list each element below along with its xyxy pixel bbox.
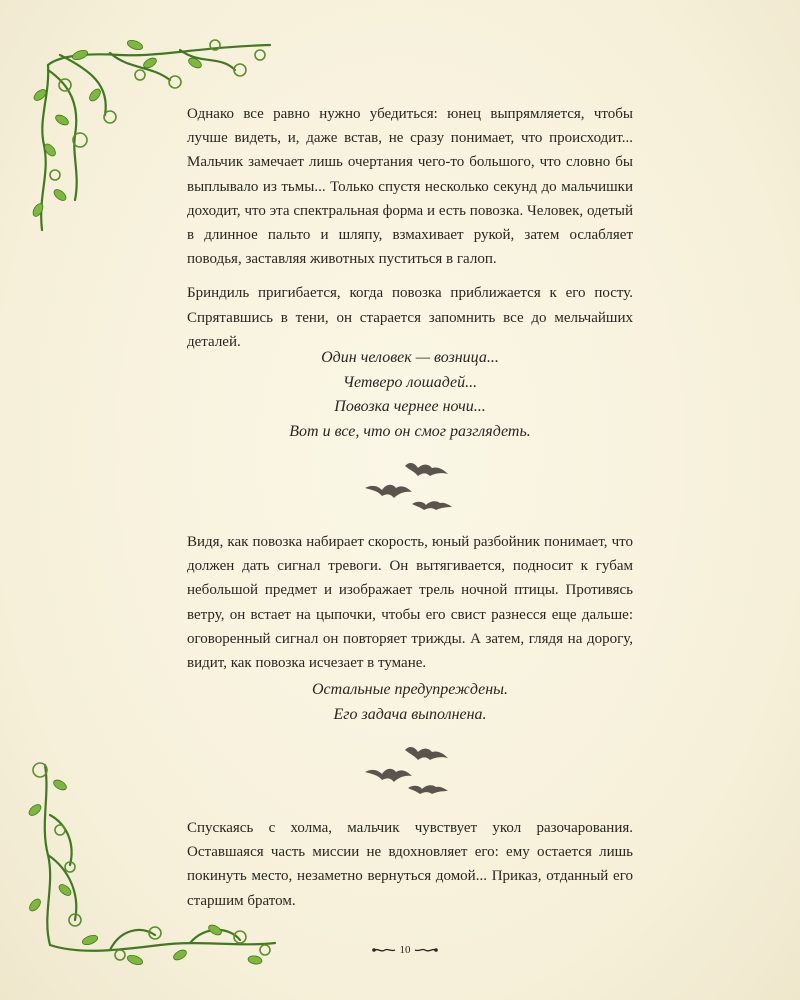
paragraph: Видя, как повозка набирает скорость, юный разбойник понимает, что должен дать сигнал тревоги. Он вытягивается, подносит к губам небольшой предмет и изображает трель ночной птицы. Противясь ветру, он встает на цыпочки, чтобы его свист разнесся еще дальше: оговоренный сигнал он повторяет трижды. А затем, глядя на дорогу, видит, как повозка исчезает в тумане.	[187, 534, 633, 672]
text-block-middle	[187, 530, 633, 685]
paragraph: Бриндиль пригибается, когда повозка приближается к его посту. Спрятавшись в тени, он старается запомнить все до мельчайших деталей.	[187, 285, 633, 350]
page-number	[360, 944, 450, 964]
verse-line: Вот и все, что он смог разглядеть.	[289, 422, 531, 440]
verse-line: Повозка чернее ночи...	[334, 398, 486, 415]
page-number-text: 10	[399, 944, 411, 956]
verse-one	[187, 346, 633, 444]
verse-line: Четверо лошадей...	[342, 373, 478, 391]
verse-line: Один человек — возница...	[321, 349, 499, 366]
flourish-right-icon	[413, 945, 439, 955]
paragraph: Однако все равно нужно убедиться: юнец выпрямляется, чтобы лучше видеть, и, даже встав, не сразу понимает, что происходит... Мальчик замечает лишь очертания чего-то большого, что словно бы выплывало из тьмы... Только спустя несколько секунд до мальчишки доходит, что эта спектральная форма и есть повозка. Человек, одетый в длинное пальто и шляпу, взмахивает рукой, затем ослабляет поводья, заставляя животных пуститься в галоп.	[187, 106, 633, 268]
paragraph: Спускаясь с холма, мальчик чувствует укол разочарования. Оставшаяся часть миссии не вдохновляет его: ему остается лишь покинуть место, незаметно вернуться домой... Приказ, отданный его старшим братом.	[187, 820, 633, 909]
flourish-left-icon	[371, 945, 397, 955]
verse-two	[187, 678, 633, 727]
text-block-top	[187, 102, 633, 364]
text-block-bottom	[187, 816, 633, 923]
bats-divider-icon	[360, 742, 460, 802]
verse-line: Остальные предупреждены.	[312, 681, 508, 698]
bats-divider-icon	[360, 458, 460, 518]
verse-line: Его задача выполнена.	[333, 705, 487, 723]
